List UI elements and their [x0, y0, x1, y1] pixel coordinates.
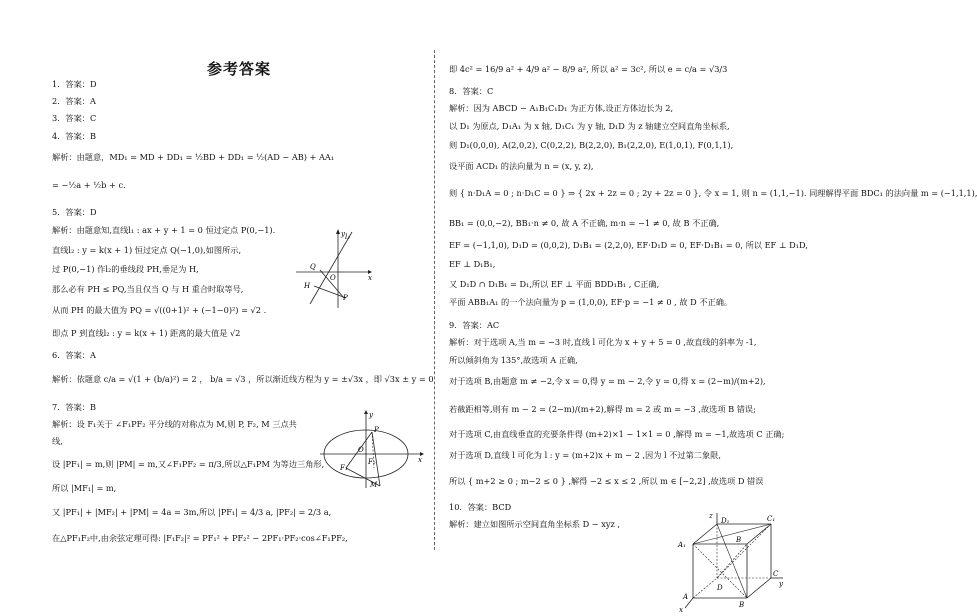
label-O: O: [330, 274, 336, 282]
answer-line: 线,: [52, 436, 63, 446]
label-x: x: [418, 456, 422, 464]
label-C1: C₁: [767, 515, 776, 523]
label-y: y: [779, 580, 783, 588]
answer-line: 以 D₁ 为原点, D₁A₁ 为 x 轴, D₁C₁ 为 y 轴, D₁D 为 z 轴建立空间直角坐标系,: [449, 121, 730, 131]
answer-line: 那么必有 PH ≤ PQ,当且仅当 Q 与 H 重合时取等号,: [52, 284, 244, 294]
answer-line: 5．答案：D: [52, 207, 97, 217]
answer-line: = −½a + ½b + c.: [52, 180, 126, 190]
answer-line: 则 { n·D₁A = 0 ; n·D₁C = 0 } ⇒ { 2x + 2z = 0 ; 2y + 2z = 0 }, 令 x = 1, 则 n = (1,1,−1). 同理解得平面 BDC₁ 的法向量 m = (−1,1,1),: [449, 188, 977, 198]
answer-line: 解析：由题意，MD₁ = MD + DD₁ = ½BD + DD₁ = ½(AD − AB) + AA₁: [52, 152, 335, 162]
answer-line: 3．答案：C: [52, 113, 97, 123]
label-B: B: [739, 601, 745, 609]
label-P: P: [343, 294, 348, 302]
label-l2: l₂: [345, 233, 351, 241]
label-A1: A₁: [678, 541, 686, 549]
label-M: M: [370, 481, 378, 489]
label-H: H: [304, 282, 311, 290]
answer-line: BB₁ = (0,0,−2), BB₁·n ≠ 0, 故 A 不正确, m·n = −1 ≠ 0, 故 B 不正确,: [449, 218, 720, 228]
answer-line: 即点 P 到直线l₂ : y = k(x + 1) 距离的最大值是 √2: [52, 328, 241, 338]
answer-line: 解析：依题意 c/a = √(1 + (b/a)²) = 2 ， b/a = √3 ，所以渐近线方程为 y = ±√3x ，即 √3x ± y = 0: [52, 374, 434, 384]
column-divider: [434, 50, 435, 550]
answer-line: 对于选项 C,由直线垂直的充要条件得 (m+2)×1 − 1×1 = 0 ,解得 m = −1,故选项 C 正确;: [449, 429, 785, 439]
answer-line: 所以 { m+2 ≥ 0 ; m−2 ≤ 0 } ,解得 −2 ≤ x ≤ 2 ,所以 m ∈ [−2,2] ,故选项 D 错误: [449, 476, 764, 486]
answer-line: 则 D₁(0,0,0), A(2,0,2), C(0,2,2), B(2,2,0), B₁(2,2,0), E(1,0,1), F(0,1,1),: [449, 140, 734, 150]
label-O: O: [358, 446, 364, 454]
label-x: x: [368, 274, 372, 282]
answer-line: 4．答案：B: [52, 131, 96, 141]
answer-line: 设 |PF₁| = m,则 |PM| = m,又∠F₁PF₂ = π/3,所以△F₁PM 为等边三角形,: [52, 459, 325, 469]
answer-line: 9．答案：AC: [449, 320, 500, 330]
answer-line: 若截距相等,则有 m − 2 = (2−m)/(m+2),解得 m = 2 或 m = −3 ,故选项 B 错误;: [449, 404, 756, 414]
answer-line: 平面 ABB₁A₁ 的一个法向量为 p = (1,0,0), EF·p = −1 ≠ 0 , 故 D 不正确。: [449, 297, 733, 307]
answer-line: 8．答案：C: [449, 86, 494, 96]
answer-line: 6．答案：A: [52, 350, 96, 360]
label-D1: D₁: [721, 517, 730, 525]
label-z: z: [709, 512, 713, 520]
answer-line: 从而 PH 的最大值为 PQ = √((0+1)² + (−1−0)²) = √2 .: [52, 305, 267, 315]
answer-line: EF ⊥ D₁B₁,: [449, 259, 496, 269]
answer-line: 对于选项 B,由题意 m ≠ −2,令 x = 0,得 y = m − 2,令 y = 0,得 x = (2−m)/(m+2),: [449, 376, 766, 386]
label-Q: Q: [310, 263, 316, 271]
label-D: D: [717, 584, 723, 592]
label-y: y: [369, 411, 373, 419]
figure-ellipse: [318, 408, 426, 490]
answer-line: 1．答案：D: [52, 79, 97, 89]
label-F1: F₁: [340, 464, 348, 472]
answer-line: 解析：因为 ABCD − A₁B₁C₁D₁ 为正方体,设正方体边长为 2,: [449, 103, 674, 113]
answer-line: 对于选项 D,直线 l 可化为 l : y = (m+2)x + m − 2 ,因为 l 不过第二象限,: [449, 450, 721, 460]
label-A: A: [683, 593, 689, 601]
answer-line: 10．答案：BCD: [449, 502, 512, 512]
answer-line: 直线l₂ : y = k(x + 1) 恒过定点 Q(−1,0),如图所示,: [52, 245, 242, 255]
answer-line: 2．答案：A: [52, 96, 96, 106]
figure-cube: [675, 510, 790, 614]
answer-line: 设平面 ACD₁ 的法向量为 n = (x, y, z),: [449, 161, 594, 171]
label-F2: F₂: [368, 458, 376, 466]
answer-line: 解析：建立如图所示空间直角坐标系 D − xyz ,: [449, 519, 620, 529]
figure-line-distance: [290, 226, 375, 310]
answer-line: 所以 |MF₁| = m,: [52, 483, 117, 493]
label-y: y: [341, 230, 345, 238]
answer-line: 过 P(0,−1) 作l₂的垂线段 PH,垂足为 H,: [52, 264, 199, 274]
label-C: C: [773, 570, 779, 578]
answer-line: 所以倾斜角为 135°,故选项 A 正确,: [449, 355, 578, 365]
answer-line: EF = (−1,1,0), D₁D = (0,0,2), D₁B₁ = (2,2,0), EF·D₁D = 0, EF·D₁B₁ = 0, 所以 EF ⊥ D₁D,: [449, 240, 808, 250]
answer-line: 解析：设 F₁关于 ∠F₁PF₂ 平分线的对称点为 M,则 P, F₂, M 三点共: [52, 419, 297, 429]
answer-line: 7．答案：B: [52, 402, 96, 412]
page-title: 参考答案: [207, 60, 272, 78]
answer-line: 又 |PF₁| + |MF₂| + |PM| = 4a = 3m,所以 |PF₁| = 4/3 a, |PF₂| = 2/3 a,: [52, 507, 332, 517]
answer-line: 即 4c² = 16/9 a² + 4/9 a² − 8/9 a², 所以 a² = 3c², 所以 e = c/a = √3/3: [449, 64, 728, 74]
answer-line: 解析：由题意知,直线l₁ : ax + y + 1 = 0 恒过定点 P(0,−1).: [52, 225, 276, 235]
answer-line: 解析：对于选项 A,当 m = −3 时,直线 l 可化为 x + y + 5 = 0 ,故直线的斜率为 -1,: [449, 337, 757, 347]
label-x: x: [679, 606, 683, 614]
label-P: P: [374, 426, 379, 434]
answer-line: 在△PF₁F₂中,由余弦定理可得: |F₁F₂|² = PF₁² + PF₂² − 2PF₁·PF₂·cos∠F₁PF₂,: [52, 533, 348, 543]
label-B1: B: [736, 536, 742, 544]
answer-line: 又 D₁D ∩ D₁B₁ = D₁,所以 EF ⊥ 平面 BDD₁B₁ , C正确,: [449, 279, 660, 289]
